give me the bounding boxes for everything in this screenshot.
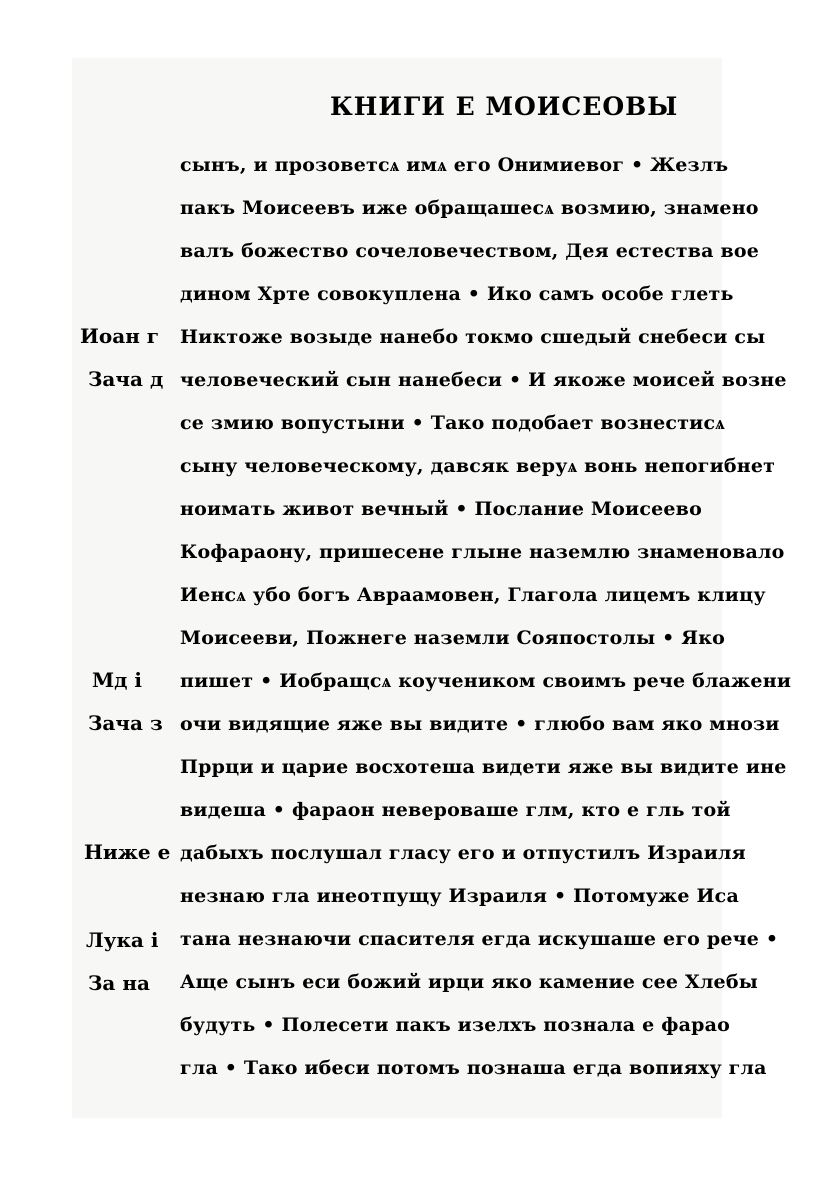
text-line: пишет • Иобращсѧ коучеником своимъ рече блажени	[180, 670, 792, 692]
text-line: дином Хрте совокуплена • Ико самъ особе глеть	[180, 283, 734, 305]
margin-note: Ниже е	[84, 840, 171, 864]
text-line: ноимать живот вечный • Послание Моисеево	[180, 498, 702, 520]
margin-note: Мд і	[92, 668, 143, 692]
text-line: гла • Тако ибеси потомъ познаша егда вопияху гла	[180, 1057, 767, 1079]
text-line: Моисееви, Пожнеге наземли Сояпостолы • Яко	[180, 627, 726, 649]
text-line: тана незнаючи спасителя егда искушаше его рече •	[180, 928, 779, 950]
margin-note: Иоан г	[80, 324, 160, 348]
margin-note: Зача з	[88, 711, 163, 735]
margin-note: За на	[88, 971, 150, 995]
text-line: сыну человеческому, давсяк веруѧ вонь непогибнет	[180, 455, 776, 477]
text-line: се змию вопустыни • Тако подобает вознестисѧ	[180, 412, 725, 434]
text-line: видеша • фараон невероваше глм, кто е гль той	[180, 799, 731, 821]
margin-note: Лука і	[86, 928, 159, 952]
text-line: сынъ, и прозоветсѧ имѧ его Онимиевог • Жезлъ	[180, 154, 729, 176]
text-line: дабыхъ послушал гласу его и отпустилъ Израиля	[180, 842, 746, 864]
text-line: валъ божество сочеловечеством, Дея естества вое	[180, 240, 760, 262]
text-line: Кофараону, пришесене глыне наземлю знаменовало	[180, 541, 785, 563]
text-line: Иенсѧ убо богъ Авраамовен, Глагола лицемъ клицу	[180, 584, 766, 606]
text-line: Никтоже возыде нанебо токмо сшедый снебеси сы	[180, 326, 766, 348]
text-line: Аще сынъ еси божий ирци яко камение сее Хлебы	[180, 971, 758, 993]
text-line: пакъ Моисеевъ иже обращашесѧ возмию, знамено	[180, 197, 759, 219]
margin-note: Зача д	[88, 367, 164, 391]
text-line: незнаю гла инеотпущу Израиля • Потомуже Иса	[180, 885, 739, 907]
running-head: КНИГИ Е МОИСЕОВЫ	[330, 92, 679, 121]
text-line: Пррци и царие восхотеша видети яже вы видите ине	[180, 756, 787, 778]
text-line: очи видящие яже вы видите • глюбо вам яко мнози	[180, 713, 780, 735]
text-line: будуть • Полесети пакъ изелхъ познала е фарао	[180, 1014, 730, 1036]
text-line: человеческий сын нанебеси • И якоже моисей возне	[180, 369, 787, 391]
